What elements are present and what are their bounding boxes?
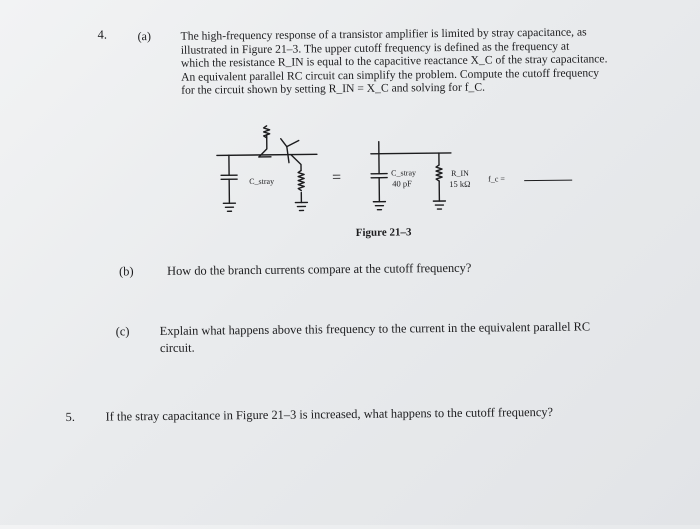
- part-a-line-4: An equivalent parallel RC circuit can simplify the problem. Compute the cutoff frequency: [181, 66, 600, 84]
- part-c-line-2: circuit.: [159, 340, 195, 355]
- part-b-question: How do the branch currents compare at the cutoff frequency?: [167, 260, 472, 278]
- problem-4-number: 4.: [97, 27, 108, 42]
- figure-caption: Figure 21–3: [355, 226, 412, 239]
- problem-5-number: 5.: [65, 409, 75, 424]
- cutoff-frequency-label: f_c =: [488, 174, 505, 184]
- equals-sign: =: [332, 169, 342, 187]
- part-c-label: (c): [115, 324, 130, 339]
- right-c-stray-label: C_stray: [391, 168, 417, 178]
- part-a-line-1: The high-frequency response of a transistor amplifier is limited by stray capacitance, as: [180, 25, 587, 43]
- left-c-stray-label: C_stray: [249, 176, 275, 187]
- input-resistance-label: R_IN: [451, 168, 469, 178]
- part-a-line-5: for the circuit shown by setting R_IN = X_C and solving for f_C.: [181, 80, 486, 98]
- problem-5-question: If the stray capacitance in Figure 21–3 is increased, what happens to the cutoff frequency?: [105, 404, 554, 424]
- part-c-line-1: Explain what happens above this frequency to the current in the equivalent parallel RC: [159, 319, 591, 338]
- left-circuit: [217, 125, 318, 211]
- part-a-line-2: illustrated in Figure 21–3. The upper cutoff frequency is defined as the frequency at: [180, 39, 570, 57]
- part-a-paragraph: [181, 25, 652, 98]
- part-a-label: (a): [137, 29, 152, 44]
- capacitance-value-label: 40 pF: [392, 178, 412, 189]
- part-b-label: (b): [119, 264, 134, 279]
- resistance-value-label: 15 kΩ: [449, 178, 471, 189]
- part-a-line-3: which the resistance R_IN is equal to the capacitive reactance X_C of the stray capacitance.: [180, 52, 608, 70]
